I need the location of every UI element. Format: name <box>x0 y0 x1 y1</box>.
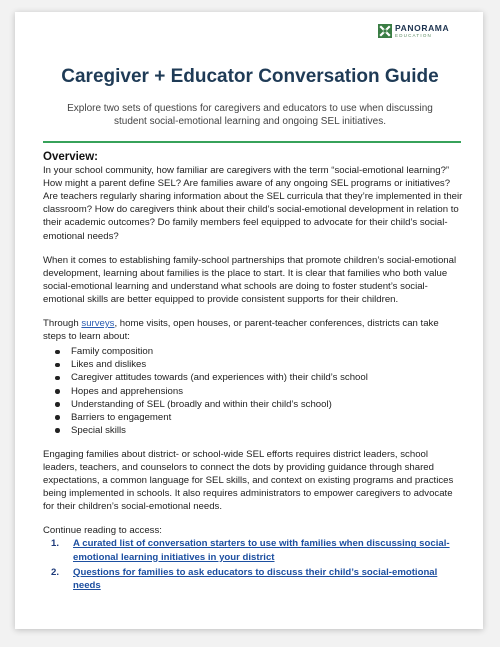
surveys-link[interactable]: surveys <box>81 318 115 330</box>
overview-paragraph-1: In your school community, how familiar are caregivers with the term “social-emotional learning?” How might a parent define SEL? Are families aware of any ongoing SEL programs or initiatives? Are teachers regularly sharing information about the SEL curricula that they’re implemented in their classroom? How do caregivers think about their child’s social-emotional development in relation to their academic outcomes? Do family members feel equipped to advocate for their child’s social-emotional needs? <box>43 165 463 242</box>
list-item <box>43 537 463 563</box>
overview-paragraph-2: When it comes to establishing family-school partnerships that promote children’s social-emotional development, learning about families is the place to start. It is clear that families who both value social-emotional learning and understand what schools are doing to foster student’s social-emotional skills are better equipped to provide consistent supports for their children. <box>43 254 457 305</box>
learn-about-list <box>43 345 463 437</box>
list-item: Family composition <box>43 345 463 358</box>
list-number: 1. <box>51 538 60 550</box>
list-item: Hopes and apprehensions <box>43 385 463 398</box>
list-number: 2. <box>51 566 60 578</box>
overview-paragraph-3 <box>43 317 463 343</box>
list-item: Special skills <box>43 424 463 437</box>
divider <box>43 141 461 143</box>
paragraph-3-tail: , home visits, open houses, or parent-teacher conferences, districts can take steps to learn about: <box>43 318 439 343</box>
list-item: Caregiver attitudes towards (and experiences with) their child’s school <box>43 371 463 384</box>
contents-link-list <box>43 537 463 591</box>
list-item: Likes and dislikes <box>43 358 463 371</box>
list-item: Barriers to engagement <box>43 411 463 424</box>
logo-subtext: EDUCATION <box>395 32 432 38</box>
logo-wordmark: PANORAMA <box>395 23 450 33</box>
conversation-starters-link[interactable]: A curated list of conversation starters to use with families when discussing social-emotional learning initiatives in your district <box>73 538 450 563</box>
page-title: Caregiver + Educator Conversation Guide <box>61 66 439 87</box>
family-questions-link[interactable]: Questions for families to ask educators to discuss their child’s social-emotional needs <box>73 566 438 591</box>
list-item <box>43 566 463 592</box>
paragraph-3-lead: Through <box>43 318 82 330</box>
overview-heading: Overview: <box>43 151 98 163</box>
panorama-logo-icon <box>378 24 392 38</box>
overview-section <box>43 151 463 594</box>
list-item: Understanding of SEL (broadly and within their child’s school) <box>43 398 463 411</box>
page-subtitle: Explore two sets of questions for caregivers and educators to use when discussing student social-emotional learning and ongoing SEL initiatives. <box>67 103 433 127</box>
panorama-logo[interactable] <box>378 24 449 38</box>
overview-paragraph-4: Engaging families about district- or school-wide SEL efforts requires district leaders, school leaders, teachers, and counselors to connect the dots by providing guidance through shared expectations, a common language for SEL skills, and context on existing programs and practices being implemented in schools. It also requires administrators to empower caregivers to advocate for their children’s social-emotional needs. <box>43 448 454 513</box>
continue-reading-text: Continue reading to access: <box>43 525 162 537</box>
